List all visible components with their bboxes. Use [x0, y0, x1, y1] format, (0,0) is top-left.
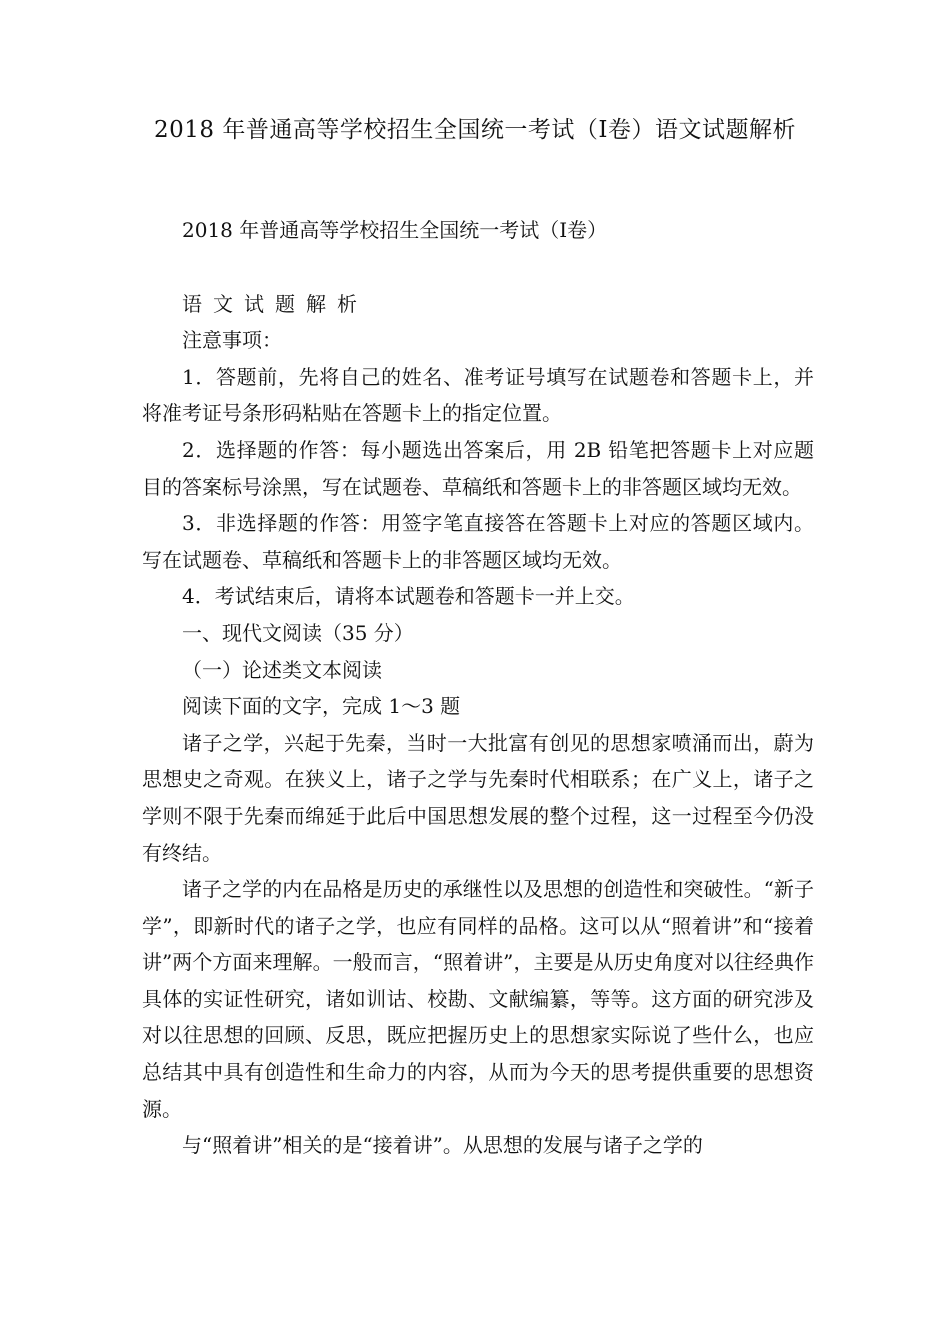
body-paragraph: 与“照着讲”相关的是“接着讲”。从思想的发展与诸子之学的: [182, 1133, 703, 1158]
notice-heading: 注意事项：: [182, 328, 282, 353]
document-subtitle: 2018 年普通高等学校招生全国统一考试（Ⅰ卷）: [182, 218, 608, 242]
instruction-item: 3．非选择题的作答：用签字笔直接答在答题卡上对应的答题区域内。写在试题卷、草稿纸和答题卡上的非答题区域均无效。: [142, 511, 814, 572]
instruction-item: 1．答题前，先将自己的姓名、准考证号填写在试题卷和答题卡上，并将准考证号条形码粘贴在答题卡上的指定位置。: [142, 364, 814, 426]
reading-prompt: 阅读下面的文字，完成 1～3 题: [182, 694, 461, 719]
instruction-item: 2．选择题的作答：每小题选出答案后，用 2B 铅笔把答题卡上对应题目的答案标号涂黑，写在试题卷、草稿纸和答题卡上的非答题区域均无效。: [142, 437, 814, 499]
instruction-item: 4．考试结束后，请将本试题卷和答题卡一并上交。: [182, 584, 635, 609]
subsection-heading: （一）论述类文本阅读: [182, 657, 382, 682]
body-paragraph: 诸子之学，兴起于先秦，当时一大批富有创见的思想家喷涌而出，蔚为思想史之奇观。在狭义上，诸子之学与先秦时代相联系；在广义上，诸子之学则不限于先秦而绵延于此后中国思想发展的整个过程，这一过程至今仍没有终结。: [142, 730, 814, 865]
document-body: [142, 212, 814, 1164]
document-title: 2018 年普通高等学校招生全国统一考试（Ⅰ卷）语文试题解析: [154, 117, 796, 143]
body-paragraph: 诸子之学的内在品格是历史的承继性以及思想的创造性和突破性。“新子学”，即新时代的诸子之学，也应有同样的品格。这可以从“照着讲”和“接着讲”两个方面来理解。一般而言，“照着讲”，主要是从历史角度对以往经典作具体的实证性研究，诸如训诂、校勘、文献编纂，等等。这方面的研究涉及对以往思想的回顾、反思，既应把握历史上的思想家实际说了些什么，也应总结其中具有创造性和生命力的内容，从而为今天的思考提供重要的思想资源。: [142, 877, 814, 1121]
analysis-heading: 语文试题解析: [182, 291, 368, 316]
section-heading: 一、现代文阅读（35 分）: [182, 620, 414, 645]
